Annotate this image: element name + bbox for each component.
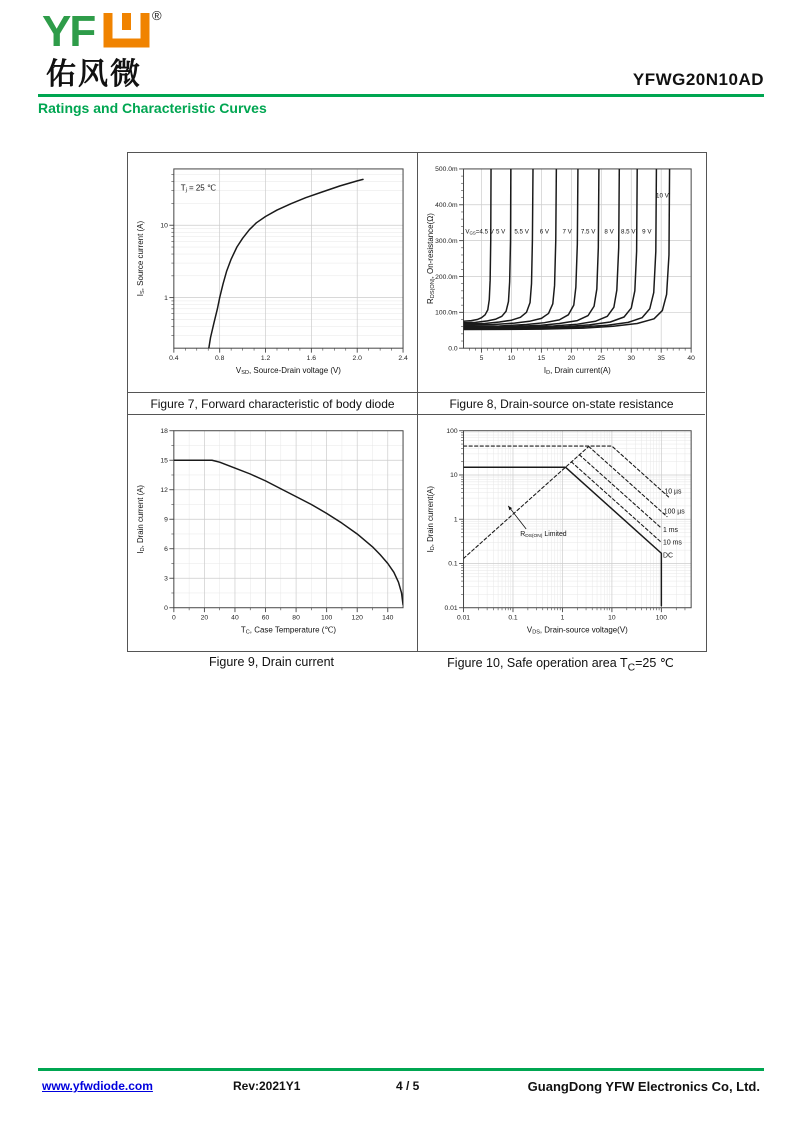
svg-text:35: 35 xyxy=(657,355,665,363)
logo-yf-text: YF xyxy=(42,7,95,56)
svg-text:0: 0 xyxy=(171,614,176,622)
figure10-chart xyxy=(418,415,705,651)
svg-text:8.5 V: 8.5 V xyxy=(620,228,636,236)
svg-text:10 V: 10 V xyxy=(655,192,669,200)
svg-text:20: 20 xyxy=(200,614,209,622)
svg-text:20: 20 xyxy=(567,355,576,363)
figure8-panel xyxy=(418,153,705,393)
registered-mark: ® xyxy=(152,8,162,23)
svg-text:5: 5 xyxy=(479,355,484,363)
svg-text:10 ms: 10 ms xyxy=(663,539,682,547)
svg-text:ID, Drain current(A): ID, Drain current(A) xyxy=(543,366,611,377)
svg-text:0.01: 0.01 xyxy=(444,605,458,612)
svg-text:100: 100 xyxy=(655,614,667,622)
svg-text:6: 6 xyxy=(164,546,168,553)
header-rule xyxy=(38,94,764,97)
svg-text:6 V: 6 V xyxy=(539,228,550,236)
figure-table xyxy=(127,152,707,652)
svg-text:12: 12 xyxy=(160,487,168,494)
svg-text:3: 3 xyxy=(164,575,168,583)
figure8-chart xyxy=(418,153,705,392)
svg-text:5.5 V: 5.5 V xyxy=(514,228,529,236)
svg-text:1.6: 1.6 xyxy=(306,355,317,363)
svg-text:VSD, Source-Drain voltage (V): VSD, Source-Drain voltage (V) xyxy=(235,366,341,377)
svg-text:100: 100 xyxy=(446,428,458,435)
bottom-captions xyxy=(127,655,705,674)
logo-cjk-text: 佑风微 xyxy=(46,58,142,91)
footer-revision: Rev:2021Y1 xyxy=(233,1079,301,1093)
svg-text:0.01: 0.01 xyxy=(456,614,471,622)
svg-text:0.1: 0.1 xyxy=(508,614,518,622)
svg-text:140: 140 xyxy=(382,614,394,622)
svg-text:0.0: 0.0 xyxy=(448,345,458,353)
footer-company: GuangDong YFW Electronics Co, Ltd. xyxy=(527,1079,760,1094)
svg-text:15: 15 xyxy=(160,457,168,465)
svg-text:100.0m: 100.0m xyxy=(435,309,458,317)
svg-text:2.0: 2.0 xyxy=(352,355,362,363)
svg-text:30: 30 xyxy=(627,355,635,363)
svg-text:40: 40 xyxy=(231,614,239,622)
footer-rule xyxy=(38,1068,764,1071)
company-logo xyxy=(42,6,182,96)
figure7-caption: Figure 7, Forward characteristic of body diode xyxy=(128,393,418,415)
svg-text:ID, Drain current(A): ID, Drain current(A) xyxy=(425,486,436,553)
svg-text:RDS(ON) Limited: RDS(ON) Limited xyxy=(520,530,567,539)
svg-text:10 µs: 10 µs xyxy=(664,488,682,496)
svg-text:18: 18 xyxy=(160,428,168,435)
svg-text:0.1: 0.1 xyxy=(448,560,458,568)
svg-text:10: 10 xyxy=(608,614,616,622)
figure10-caption: Figure 10, Safe operation area $T_C=25$ ℃ xyxy=(447,656,674,674)
figure10-panel xyxy=(418,415,705,651)
section-title: Ratings and Characteristic Curves xyxy=(38,100,267,116)
svg-text:100: 100 xyxy=(320,614,333,622)
svg-text:VGS=4.5 V: VGS=4.5 V xyxy=(465,228,494,236)
svg-text:5 V: 5 V xyxy=(495,228,506,236)
svg-text:ID, Drain current (A): ID, Drain current (A) xyxy=(135,484,147,554)
svg-text:15: 15 xyxy=(537,355,546,363)
svg-text:500.0m: 500.0m xyxy=(435,166,458,174)
svg-text:1: 1 xyxy=(560,614,565,622)
svg-text:1: 1 xyxy=(164,294,168,302)
svg-text:10: 10 xyxy=(450,472,458,480)
svg-text:25: 25 xyxy=(597,355,606,363)
svg-text:1: 1 xyxy=(453,516,458,524)
svg-text:1.2: 1.2 xyxy=(260,355,271,363)
svg-text:7 V: 7 V xyxy=(562,228,572,236)
svg-text:9 V: 9 V xyxy=(642,228,652,236)
website-link[interactable]: www.yfwdiode.com xyxy=(42,1079,153,1093)
svg-text:TC, Case Temperature (℃): TC, Case Temperature (℃) xyxy=(240,625,337,636)
svg-text:10: 10 xyxy=(160,222,168,230)
svg-text:1 ms: 1 ms xyxy=(663,526,679,534)
svg-text:120: 120 xyxy=(351,614,363,622)
svg-text:DC: DC xyxy=(663,552,674,560)
svg-text:400.0m: 400.0m xyxy=(435,202,458,210)
svg-text:RDS(ON), On-resistance(Ω): RDS(ON), On-resistance(Ω) xyxy=(425,213,436,304)
figure7-panel xyxy=(128,153,418,393)
svg-text:0.4: 0.4 xyxy=(169,355,179,363)
svg-text:9: 9 xyxy=(164,516,168,524)
figure9-panel xyxy=(128,415,418,651)
svg-text:2.4: 2.4 xyxy=(398,355,408,363)
svg-text:7.5 V: 7.5 V xyxy=(580,228,596,236)
svg-text:200.0m: 200.0m xyxy=(435,273,458,281)
svg-text:0.8: 0.8 xyxy=(214,355,225,363)
svg-text:IS, Source current (A): IS, Source current (A) xyxy=(135,220,147,297)
svg-text:60: 60 xyxy=(261,614,270,622)
svg-text:80: 80 xyxy=(292,614,300,622)
svg-text:Tj = 25 ℃: Tj = 25 ℃ xyxy=(180,183,216,194)
svg-text:300.0m: 300.0m xyxy=(435,237,458,245)
figure7-chart xyxy=(128,153,417,392)
figure9-caption: Figure 9, Drain current xyxy=(208,655,335,669)
svg-text:100 µs: 100 µs xyxy=(663,508,685,516)
svg-text:10: 10 xyxy=(507,355,516,363)
svg-text:0: 0 xyxy=(164,605,168,612)
figure9-chart xyxy=(128,415,417,651)
svg-text:VDS, Drain-source voltage(V): VDS, Drain-source voltage(V) xyxy=(526,625,628,636)
logo-w-icon xyxy=(108,13,145,43)
svg-text:40: 40 xyxy=(687,355,695,363)
svg-text:8 V: 8 V xyxy=(604,228,614,236)
part-number: YFWG20N10AD xyxy=(632,70,764,89)
figure8-caption: Figure 8, Drain-source on-state resistance xyxy=(418,393,705,415)
footer-page-number: 4 / 5 xyxy=(396,1079,420,1093)
